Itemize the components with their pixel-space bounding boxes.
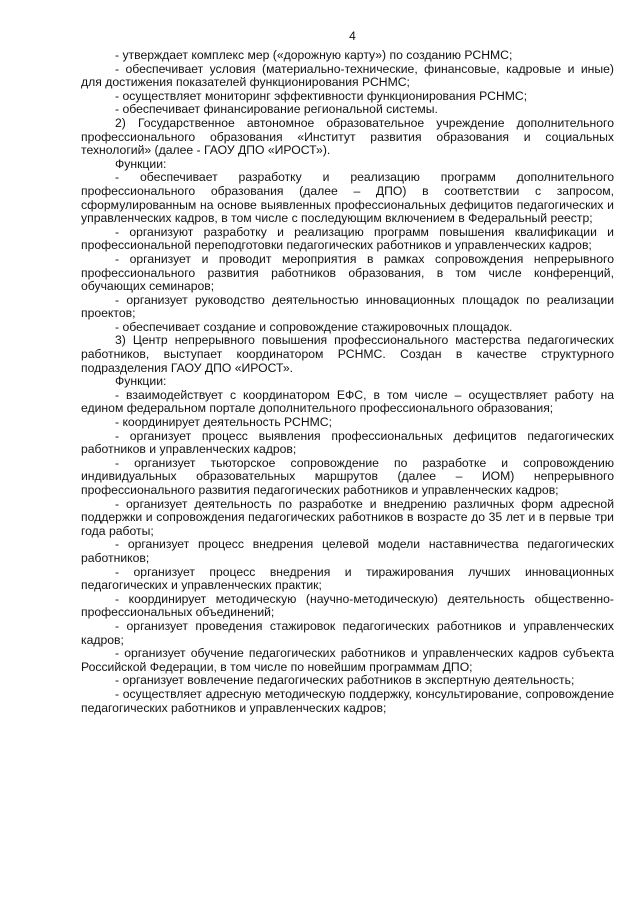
list-item: - организует проведения стажировок педагогических работников и управленческих кадров; xyxy=(81,618,614,647)
list-item: - обеспечивает финансирование региональной системы. xyxy=(115,102,438,117)
list-item: - организует процесс внедрения и тиражирования лучших инновационных педагогических и управленческих практик; xyxy=(81,564,614,593)
list-item: - организует процесс выявления профессиональных дефицитов педагогических работников и управленческих кадров; xyxy=(81,428,614,457)
list-item: - организует деятельность по разработке и внедрению различных форм адресной поддержки и сопровождения педагогических работников в возрасте до 35 лет и в первые три года работы; xyxy=(81,496,614,538)
functions-heading: Функции: xyxy=(115,156,167,171)
list-item: - утверждает комплекс мер («дорожную карту») по созданию РСНМС; xyxy=(115,48,513,62)
list-item: - организует тьюторское сопровождение по разработке и сопровождению индивидуальных образовательных маршрутов (далее – ИОМ) непрерывного профессионального развития педагогических работников и управленческих кадров; xyxy=(81,455,614,497)
list-item: - обеспечивает условия (материально-технические, финансовые, кадровые и иные) для достижения показателей функционирования РСНМС; xyxy=(81,61,614,90)
list-item: - обеспечивает создание и сопровождение стажировочных площадок. xyxy=(115,319,513,334)
list-item: - осуществляет мониторинг эффективности функционирования РСНМС; xyxy=(115,88,528,103)
list-item: - организует и проводит мероприятия в рамках сопровождения непрерывного профессионального развития работников образования, в том числе конференций, обучающих семинаров; xyxy=(81,251,614,294)
section-paragraph: 2) Государственное автономное образовательное учреждение дополнительного профессионального образования «Институт развития образования и социальных технологий» (далее - ГАОУ ДПО «ИРОСТ»). xyxy=(81,115,614,158)
functions-heading: Функции: xyxy=(115,374,167,389)
list-item: - осуществляет адресную методическую поддержку, консультирование, сопровождение педагогических работников и управленческих кадров; xyxy=(81,686,614,715)
document-body xyxy=(81,49,614,715)
list-item: - организует процесс внедрения целевой модели наставничества педагогических работников; xyxy=(81,537,614,565)
page-number: 4 xyxy=(349,29,356,43)
list-item: - координирует методическую (научно-методическую) деятельность общественно-профессиональных объединений; xyxy=(81,591,614,620)
list-item: - координирует деятельность РСНМС; xyxy=(115,415,332,430)
list-item: - взаимодействует с координатором ЕФС, в том числе – осуществляет работу на едином федеральном портале дополнительного профессионального образования; xyxy=(81,387,614,416)
list-item: - организует обучение педагогических работников и управленческих кадров субъекта Российской Федерации, в том числе по новейшим программам ДПО; xyxy=(81,646,614,674)
list-item: - организуют разработку и реализацию программ повышения квалификации и профессиональной переподготовки педагогических работников и управленческих кадров; xyxy=(81,224,614,253)
list-item: - организует вовлечение педагогических работников в экспертную деятельность; xyxy=(115,673,575,688)
list-item: - организует руководство деятельностью инновационных площадок по реализации проектов; xyxy=(81,292,614,321)
section-paragraph: 3) Центр непрерывного повышения профессионального мастерства педагогических работников, выступает координатором РСНМС. Создан в качестве структурного подразделения ГАОУ ДПО «ИРОСТ». xyxy=(81,333,614,375)
list-item: - обеспечивает разработку и реализацию программ дополнительного профессионального образования (далее – ДПО) в соответствии с запросом, сформулированным на основе выявленных профессиональных дефицитов педагогических и управленческих кадров, в том числе с последующим включением в Федеральный реестр; xyxy=(81,170,614,226)
